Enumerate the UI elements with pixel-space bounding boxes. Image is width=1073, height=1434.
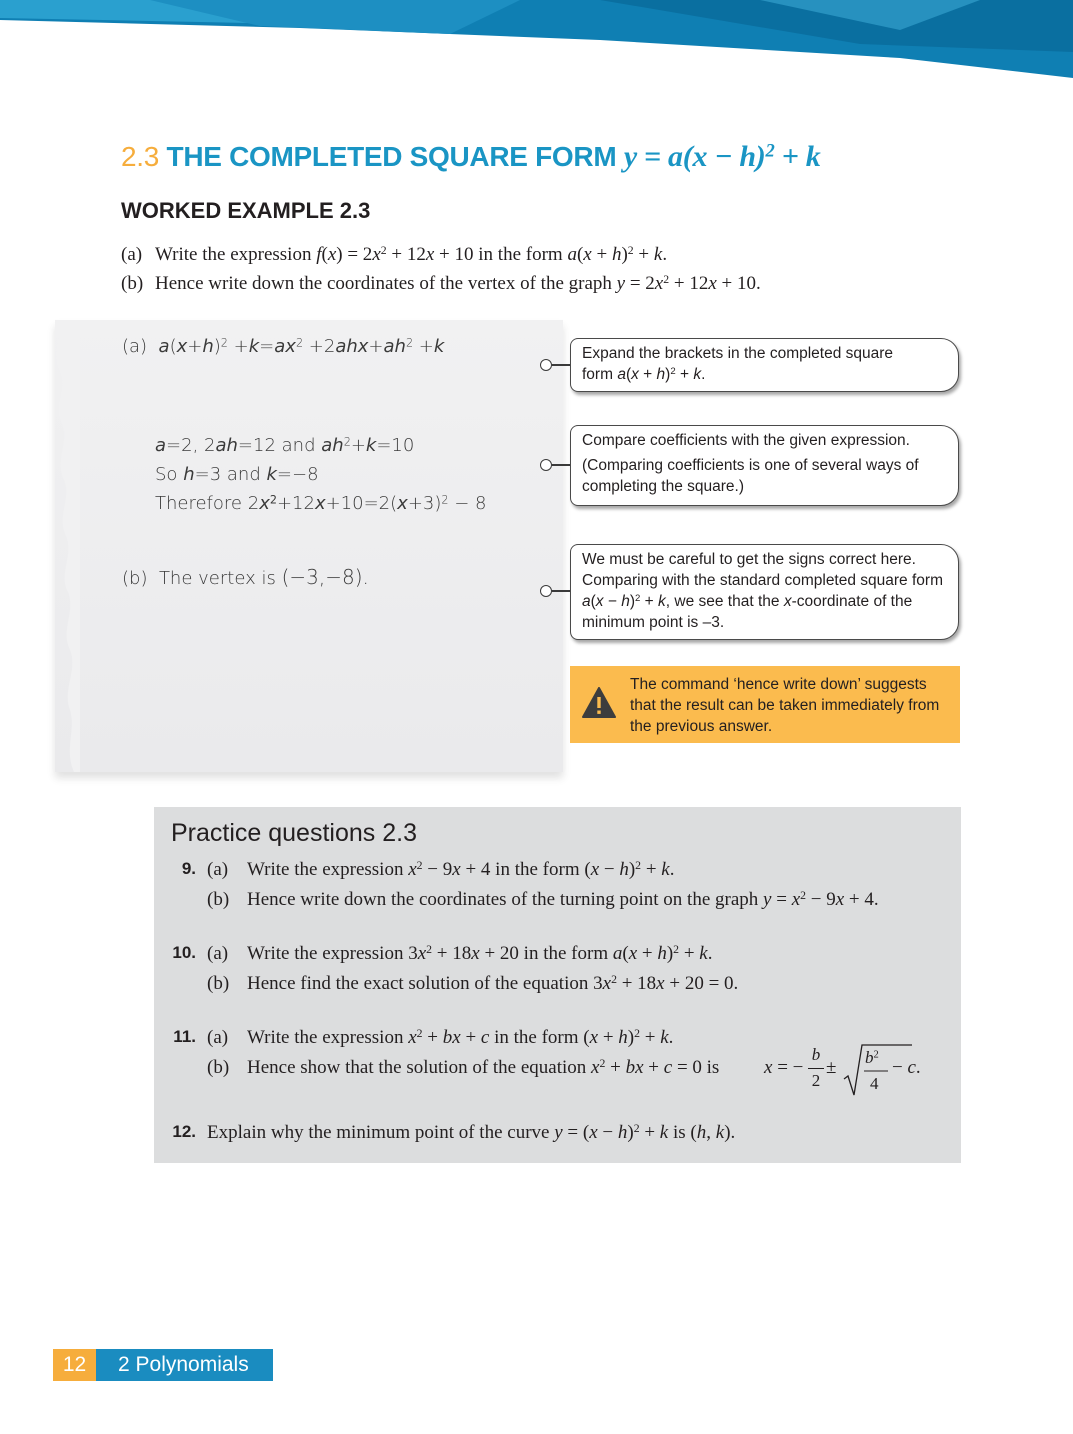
section-title-text: THE COMPLETED SQUARE FORM: [166, 141, 617, 172]
page-number: 12: [53, 1349, 96, 1381]
chapter-label: 2 Polynomials: [96, 1349, 273, 1381]
hint-text: The command ‘hence write down’ suggests that the result can be taken immediately from the previous answer.: [630, 676, 940, 735]
solution-values: So h=3 and k=−8: [155, 464, 319, 485]
solution-panel: [55, 320, 563, 772]
hint-box: [570, 666, 960, 743]
solution-coefficients: a=2, 2ah=12 and $ah^2+k=10$: [155, 435, 415, 456]
callout-pin: [540, 459, 552, 471]
callout-compare: Compare coefficients with the given expression. (Comparing coefficients is one of several ways of completing the square.): [570, 425, 959, 506]
section-title: 2.3 THE COMPLETED SQUARE FORM $y = a(x - h)^2 + k$: [121, 140, 821, 173]
question-b: (b) Hence write down the coordinates of the vertex of the graph $y = 2x^2 + 12x + 10$.: [121, 273, 761, 294]
callout-connector: [552, 364, 571, 366]
practice-questions-box: Practice questions 2.3 9. (a) Write the expression $x^2 - 9x + 4$ in the form $(x - h)^2 + k$. (b) Hence write down the coordinates of the turning point on the graph $y = x^2 - 9x + 4$. 10. (a) Write the expression $3x^2 + 18x + 20$ in the form $a(x + h)^2 + k$. (b) Hence find the exact solution of the equation $3x^2 + 18x + 20 = 0$. 11. (a) Write the expression $x^2$ + bx + c in the form $(x + h)^2 + k$. (b) Hence show that the solution of the equation $x^2$ + bx + c = 0 is x = − b 2 ± $b^2$ 4 − c. 12. Explain why the minimum point of the curve $y = (x - h)^2 + k$ is (h, k).: [154, 807, 961, 1163]
solution-result: Therefore $2x^2+12x+10=2(x+3)^2 - 8$: [155, 493, 487, 514]
callout-connector: [552, 464, 571, 466]
callout-pin: [540, 585, 552, 597]
callout-signs: We must be careful to get the signs correct here. Comparing with the standard completed square form $a(x - h)^2 + k$, we see that the x-coordinate of the minimum point is –3.: [570, 544, 959, 640]
warning-icon: [582, 687, 616, 719]
section-number: 2.3: [121, 141, 160, 172]
torn-paper-edge: [40, 320, 80, 772]
header-banner: [0, 0, 1073, 80]
worked-example-heading: WORKED EXAMPLE 2.3: [121, 198, 371, 223]
callout-connector: [552, 590, 571, 592]
callout-pin: [540, 359, 552, 371]
solution-b-line: (b) The vertex is (−3,−8).: [122, 565, 369, 589]
solution-a-line: (a) $a(x+h)^2 +k=ax^2 +2ahx+ah^2 +k$: [122, 336, 445, 357]
question-a: (a) Write the expression $f(x) = 2x^2 + 12x + 10$ in the form $a(x + h)^2 + k$.: [121, 244, 668, 265]
practice-title: Practice questions 2.3: [171, 819, 417, 847]
callout-expand: Expand the brackets in the completed square form $a(x + h)^2 + k$.: [570, 338, 959, 392]
